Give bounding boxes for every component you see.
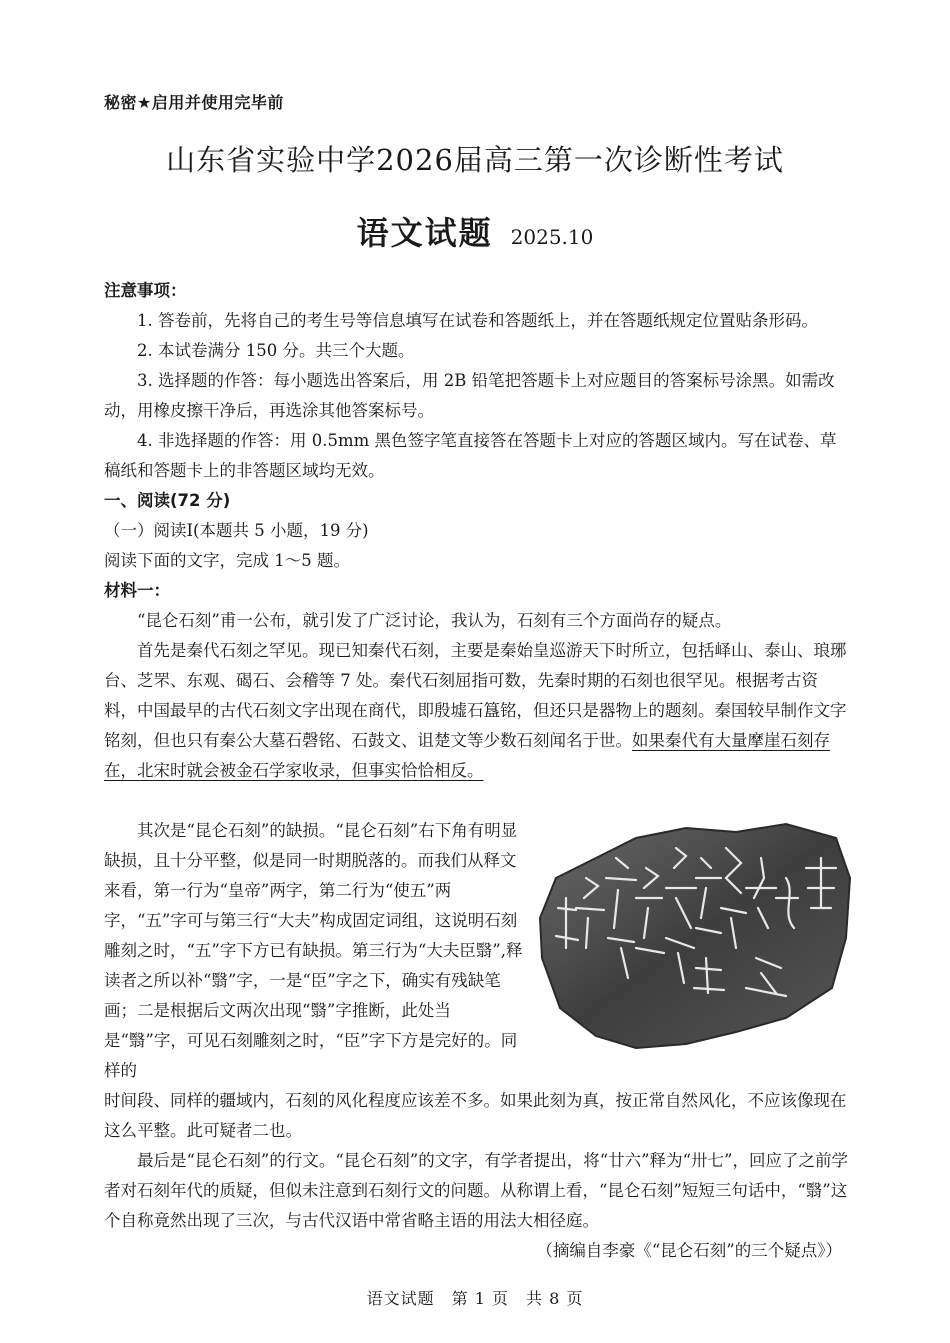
page-footer: 语文试题 第 1 页 共 8 页	[366, 1289, 584, 1308]
confidential-notice: 秘密★启用并使用完毕前	[104, 93, 284, 112]
passage-text: 首先是秦代石刻之罕见。现已知秦代石刻，主要是秦始皇巡游天下时所立，包括峄山、泰山、琅琊台、芝罘、东观、碣石、会稽等 7 处。秦代石刻屈指可数，先秦时期的石刻也很罕见。根据考古资料，中国最早的古代石刻文字出现在商代，即殷墟石簋铭，但还只是器物上的题刻。秦国较早制作文字铭刻，但也只有秦公大墓石磬铭、石鼓文、诅楚文等少数石刻闻名于世。	[104, 641, 847, 750]
section-instruction: 阅读下面的文字，完成 1～5 题。	[104, 551, 350, 570]
passage-paragraph-left: 其次是“昆仑石刻”的缺损。“昆仑石刻”右下角有明显缺损，且十分平整，似是同一时期脱落的。而我们从释文来看，第一行为“皇帝”两字，第二行为“使五”两字，“五”字可与第三行“大夫”构成固定词组，这说明石刻雕刻之时，“五”字下方已有缺损。第三行为“大夫臣翳”,释读者之所以补“翳”字，一是“臣”字之下，确实有残缺笔画；二是根据后文两次出现“翳”字推断，此处当是“翳”字，可见石刻雕刻之时，“臣”字下方是完好的。同样的	[104, 821, 523, 1080]
note-item: 2. 本试卷满分 150 分。共三个大题。	[137, 341, 415, 360]
passage-paragraph	[104, 636, 850, 786]
subject-title: 语文试题	[356, 214, 493, 252]
section-title: 一、阅读(72 分)	[104, 491, 231, 510]
notes-block	[104, 276, 850, 786]
note-item: 4. 非选择题的作答：用 0.5mm 黑色签字笔直接答在答题卡上对应的答题区域内。写在试卷、草稿纸和答题卡上的非答题区域均无效。	[104, 431, 837, 480]
kunlun-stone-rubbing-image	[536, 818, 854, 1050]
passage-paragraph: 最后是“昆仑石刻”的行文。“昆仑石刻”的文字，有学者提出，将“廿六”释为“卅七”，回应了之前学者对石刻年代的质疑，但似未注意到石刻行文的问题。从称谓上看，“昆仑石刻”短短三句话中，“翳”这个自称竟然出现了三次，与古代汉语中常省略主语的用法大相径庭。	[104, 1151, 848, 1230]
passage-paragraph-continued: 时间段、同样的疆域内，石刻的风化程度应该差不多。如果此刻为真，按正常自然风化，不应该像现在这么平整。此可疑者二也。	[104, 1091, 847, 1140]
section-part: （一）阅读Ⅰ(本题共 5 小题，19 分)	[104, 521, 369, 540]
subject-line	[0, 208, 950, 254]
exam-date: 2025.10	[510, 225, 594, 249]
source-citation: （摘编自李豪《“昆仑石刻”的三个疑点》）	[536, 1241, 842, 1260]
exam-title: 山东省实验中学2026届高三第一次诊断性考试	[166, 143, 784, 177]
material-label: 材料一：	[104, 581, 170, 600]
notes-heading: 注意事项：	[104, 281, 187, 300]
note-item: 1. 答卷前，先将自己的考生号等信息填写在试卷和答题纸上，并在答题纸规定位置贴条形码。	[137, 311, 818, 330]
note-item: 3. 选择题的作答：每小题选出答案后，用 2B 铅笔把答题卡上对应题目的答案标号涂黑。如需改动，用橡皮擦干净后，再选涂其他答案标号。	[104, 371, 835, 420]
passage-paragraph: “昆仑石刻”甫一公布，就引发了广泛讨论，我认为，石刻有三个方面尚存的疑点。	[137, 611, 732, 630]
underlined-sentence: 如果秦代有大量摩崖石刻存在，北宋时就会被金石学家收录，但事实恰恰相反。	[104, 731, 830, 780]
